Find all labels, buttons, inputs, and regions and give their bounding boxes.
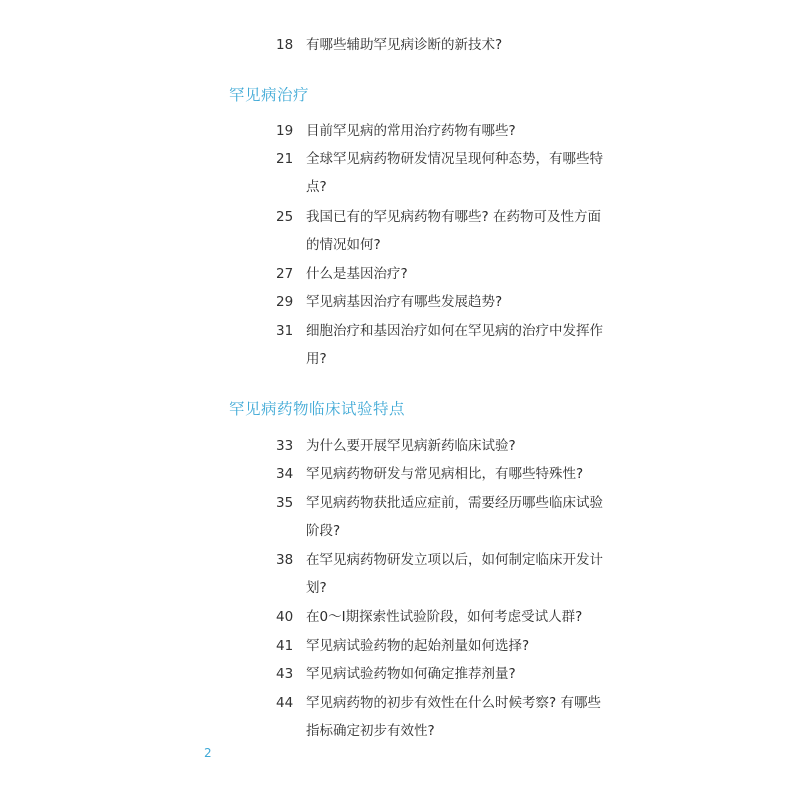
toc-entry[interactable] — [276, 203, 606, 259]
toc-entry-title: 我国已有的罕见病药物有哪些? 在药物可及性方面的情况如何? — [306, 209, 601, 253]
section-title: 罕见病药物临床试验特点 — [229, 400, 406, 418]
toc-entry[interactable] — [276, 632, 606, 660]
toc-entry-title: 全球罕见病药物研发情况呈现何种态势，有哪些特点? — [306, 151, 603, 195]
toc-entry-page: 21 — [276, 151, 294, 167]
toc-entry-title: 在0～Ⅰ期探索性试验阶段，如何考虑受试人群? — [306, 609, 583, 625]
section-title: 罕见病治疗 — [229, 86, 310, 104]
toc-entry-title: 罕见病基因治疗有哪些发展趋势? — [306, 294, 503, 310]
toc-entry-page: 34 — [276, 466, 294, 482]
toc-entry[interactable] — [276, 546, 606, 602]
toc-entry-title: 罕见病药物的初步有效性在什么时候考察? 有哪些指标确定初步有效性? — [306, 695, 601, 739]
toc-entry-page: 29 — [276, 294, 294, 310]
toc-entry-page: 18 — [276, 37, 294, 53]
toc-entry[interactable] — [276, 432, 606, 460]
toc-entry-title: 罕见病试验药物的起始剂量如何选择? — [306, 638, 530, 654]
toc-entry-page: 43 — [276, 666, 294, 682]
toc-entry[interactable] — [276, 489, 606, 545]
toc-entry-title: 罕见病药物研发与常见病相比，有哪些特殊性? — [306, 466, 584, 482]
toc-entry-title: 罕见病药物获批适应症前，需要经历哪些临床试验阶段? — [306, 495, 603, 539]
toc-entry[interactable] — [276, 145, 606, 201]
toc-entry[interactable] — [276, 460, 606, 488]
toc-entry-title: 为什么要开展罕见病新药临床试验? — [306, 438, 516, 454]
page-number: 2 — [204, 746, 212, 760]
toc-entry-page: 27 — [276, 266, 294, 282]
toc-entry-page: 40 — [276, 609, 294, 625]
toc-entry-page: 38 — [276, 552, 294, 568]
toc-entry[interactable] — [276, 603, 606, 631]
toc-entry-page: 25 — [276, 209, 294, 225]
toc-entry[interactable] — [276, 317, 606, 373]
toc-entry-title: 目前罕见病的常用治疗药物有哪些? — [306, 123, 516, 139]
toc-entry[interactable] — [276, 31, 606, 59]
toc-entry-title: 有哪些辅助罕见病诊断的新技术? — [306, 37, 503, 53]
toc-entry-title: 细胞治疗和基因治疗如何在罕见病的治疗中发挥作用? — [306, 323, 603, 367]
toc-entry[interactable] — [276, 260, 606, 288]
toc-entry-page: 19 — [276, 123, 294, 139]
toc-entry[interactable] — [276, 117, 606, 145]
toc-entry-title: 罕见病试验药物如何确定推荐剂量? — [306, 666, 516, 682]
toc-entry-page: 35 — [276, 495, 294, 511]
toc-entry[interactable] — [276, 660, 606, 688]
toc-entry-title: 在罕见病药物研发立项以后，如何制定临床开发计划? — [306, 552, 603, 596]
toc-entry-page: 41 — [276, 638, 294, 654]
toc-entry[interactable] — [276, 288, 606, 316]
toc-entry[interactable] — [276, 689, 606, 745]
toc-entry-title: 什么是基因治疗? — [306, 266, 408, 282]
toc-entry-page: 33 — [276, 438, 294, 454]
toc-entry-page: 44 — [276, 695, 294, 711]
toc-entry-page: 31 — [276, 323, 294, 339]
